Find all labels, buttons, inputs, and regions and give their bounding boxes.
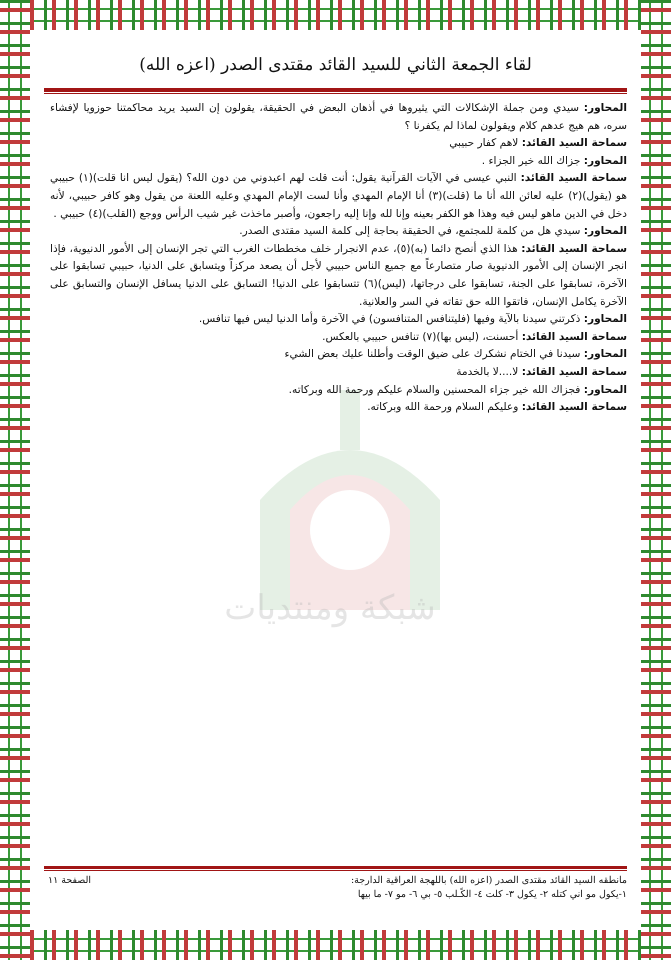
paragraph-text: أحسنت، (ليس بها)(٧) تنافس حبيبي بالعكس. (322, 330, 522, 343)
footnote-items: ١-يكول مو اني كتله ٢- يكول ٣- كلت ٤- الكًـلب ٥- بي ٦- مو ٧- ما بيها (357, 889, 627, 900)
paragraph-text: جزاك الله خير الجزاء . (481, 154, 584, 167)
footnote-title: مانطقه السيد القائد مقتدى الصدر (اعزه الله) باللهجة العراقية الدارجة: (350, 875, 627, 886)
speaker-label: المحاور: (583, 154, 627, 167)
paragraph-text: ذكرتني سيدنا بالآية وفيها (فليتنافس المتنافسون) في الآخرة وأما الدنيا ليس فيها تنافس. (198, 313, 584, 326)
dialogue-paragraph (50, 241, 627, 311)
paragraph-text: لاهم كفار حبيبي (449, 137, 522, 150)
speaker-label: المحاور: (583, 102, 627, 114)
dialogue-paragraph (50, 382, 627, 400)
paragraph-text: سيدي هل من كلمة للمجتمع، في الحقيقة بحاجة إلى كلمة السيد مقتدى الصدر. (239, 225, 584, 238)
title-rule (44, 88, 627, 92)
footer-rule (44, 866, 627, 869)
speaker-label: المحاور: (583, 348, 627, 361)
paragraph-text: سيدي ومن جملة الإشكالات التي يثيروها في أذهان البعض في الحقيقة، يقولون إن السيد يريد محاكمتنا حوزويا لإفشاء سره، هم هيج عدهم كلام ويقولون لماذا لم يكفرنا ؟ (50, 102, 627, 132)
speaker-label: سماحة السيد القائد: (521, 242, 628, 255)
speaker-label: سماحة السيد القائد: (521, 330, 627, 343)
decorative-border-bottom (0, 930, 671, 960)
dialogue-paragraph (50, 223, 627, 241)
speaker-label: سماحة السيد القائد: (521, 137, 627, 150)
speaker-label: سماحة السيد القائد: (521, 365, 627, 378)
dialogue-paragraph (50, 170, 627, 223)
page-number: الصفحة ١١ (48, 875, 92, 886)
speaker-label: المحاور: (583, 313, 627, 326)
dialogue-paragraph (50, 311, 627, 329)
decorative-border-top (0, 0, 671, 30)
speaker-label: المحاور: (583, 383, 627, 396)
title-rule-thin (44, 93, 627, 94)
speaker-label: سماحة السيد القائد: (521, 401, 627, 414)
dialogue-paragraph (50, 153, 627, 171)
dialogue-paragraph (50, 135, 627, 153)
dialogue-paragraph (50, 346, 627, 364)
page-title: لقاء الجمعة الثاني للسيد القائد مقتدى الصدر (اعزه الله) (139, 55, 532, 75)
paragraph-text: فجزاك الله خير جزاء المحسنين والسلام عليكم ورحمة الله وبركاته. (288, 383, 584, 396)
dialogue-paragraph (50, 100, 627, 135)
dialogue-paragraph (50, 399, 627, 417)
footer-rule-thin (44, 870, 627, 871)
paragraph-text: لا....لا بالخدمة (456, 365, 522, 378)
dialogue-body (50, 100, 627, 417)
decorative-border-right (641, 0, 671, 960)
paragraph-text: هذا الذي أنصح دائما (به)(٥)، عدم الانجرار خلف مخططات الغرب التي تجر الإنسان إلى الأمور الدنيوية، فإذا انجر الإنسان إلى الأمور الدنيوية صار متصارعاً مع جميع الناس حبيبي لأجل أن يصعد مركزاً ويتسابق على الدنيا، حبيبي تسابقوا على الآخرة، تسابقوا على الجنة، تسابقوا على درجاتها، (ليس)(٦) تتسابقوا على الدنيا! التسابق على الدنيا يسافل الإنسان والتسابق على الآخرة يكامل الإنسان، فاتقوا الله حق تقاته في السر والعلانية. (50, 242, 627, 308)
decorative-border-left (0, 0, 30, 960)
dialogue-paragraph (50, 364, 627, 382)
paragraph-text: النبي عيسى في الآيات القرآنية يقول: أنت قلت لهم اعبدوني من دون الله؟ (يقول ليس انا قلت)(١) حبيبي هو (يقول)(٢) عليه لعائن الله أنا ما (قلت)(٣) أنا الإمام المهدي وأنا لست الإمام المهدي وعليه اللعنة من يقول وهو كافر حبيبي، لأنه دخل في الدين ماهو ليس فيه وهذا هو الكفر بعينه وإنا لله وإنا إليه راجعون، وأصبر ماخذت غير شيب الرأس ووجع (القلب)(٤) حبيبي . (50, 172, 627, 220)
paragraph-text: وعليكم السلام ورحمة الله وبركاته. (367, 401, 522, 414)
dialogue-paragraph (50, 329, 627, 347)
speaker-label: المحاور: (583, 225, 627, 238)
speaker-label: سماحة السيد القائد: (520, 172, 628, 185)
watermark-text: شبكة ومنتديات (224, 588, 436, 628)
paragraph-text: سيدنا في الختام نشكرك على ضيق الوقت وأطلنا عليك بعض الشيء (284, 348, 584, 361)
